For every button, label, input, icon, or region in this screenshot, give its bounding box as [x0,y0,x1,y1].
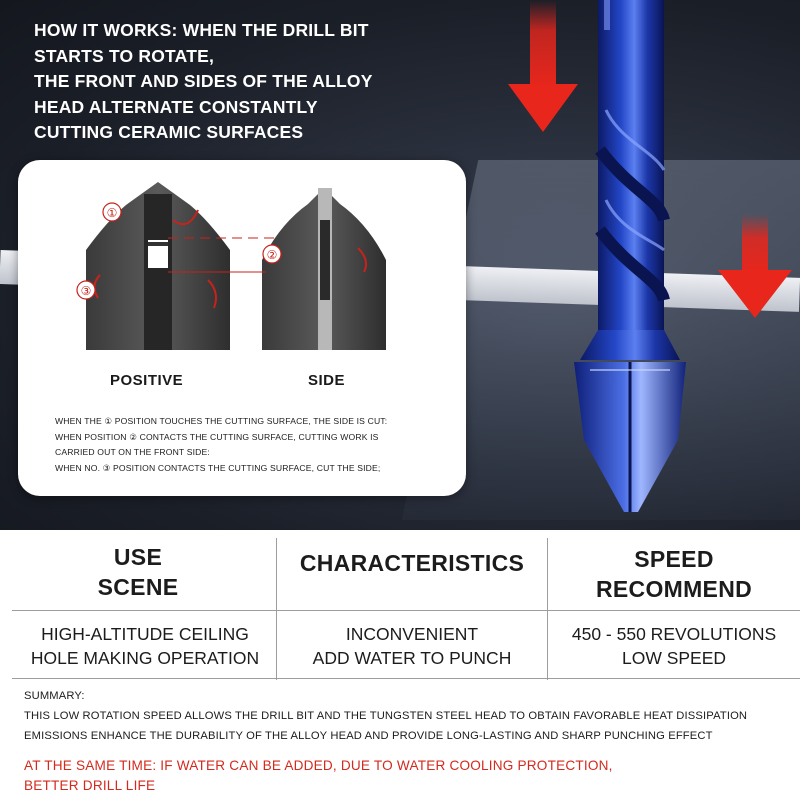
diagram-notes [55,414,455,476]
cell-characteristics [277,622,547,670]
table-divider [12,678,800,679]
marker-2: ② [266,248,278,262]
side-label: SIDE [308,372,346,389]
how-line: HOW IT WORKS: WHEN THE DRILL BIT [34,20,369,40]
diagram-card [18,160,466,496]
how-line: HEAD ALTERNATE CONSTANTLY [34,96,318,117]
down-arrow-icon [716,214,794,320]
cell-line: INCONVENIENT [345,624,479,644]
summary-label: SUMMARY: [24,690,85,702]
positive-label: POSITIVE [110,372,184,389]
how-line: STARTS TO ROTATE, [34,45,215,66]
cell-use-scene [0,622,290,670]
how-line: THE FRONT AND SIDES OF THE ALLOY [34,71,373,91]
cell-line: HIGH-ALTITUDE CEILING [41,624,249,644]
note-line: WHEN NO. ③ POSITION CONTACTS THE CUTTING SURFACE, CUT THE SIDE; [55,462,381,473]
cell-speed [548,622,800,670]
cell-line: HOLE MAKING OPERATION [30,648,260,668]
spec-table [0,530,800,680]
cell-line: 450 - 550 REVOLUTIONS [571,624,777,644]
cutting-tip-diagram [18,160,466,380]
header-line: SCENE [97,574,179,600]
note-line: WHEN THE ① POSITION TOUCHES THE CUTTING SURFACE, THE SIDE IS CUT: [55,416,388,426]
summary-line: EMISSIONS ENHANCE THE DURABILITY OF THE ALLOY HEAD AND PROVIDE LONG-LASTING AND SHARP PUNCHING EFFECT [24,730,713,742]
how-it-works-text [34,18,454,146]
header-speed-recommend [548,544,800,604]
summary-block [24,686,794,746]
cell-line: ADD WATER TO PUNCH [312,648,512,668]
marker-3: ③ [80,284,92,298]
header-line: CHARACTERISTICS [299,550,525,576]
water-cooling-note [24,756,724,796]
note-line: AT THE SAME TIME: IF WATER CAN BE ADDED, DUE TO WATER COOLING PROTECTION, [24,758,613,773]
header-characteristics [277,548,547,578]
note-line: WHEN POSITION ② CONTACTS THE CUTTING SURFACE, CUTTING WORK IS [55,431,379,442]
cell-line: LOW SPEED [621,648,727,668]
table-divider [12,610,800,611]
header-use-scene [0,542,276,602]
how-line: CUTTING CERAMIC SURFACES [34,122,304,142]
summary-line: THIS LOW ROTATION SPEED ALLOWS THE DRILL BIT AND THE TUNGSTEN STEEL HEAD TO OBTAIN FAVORABLE HEAT DISSIPATION [24,710,748,722]
note-line: CARRIED OUT ON THE FRONT SIDE: [55,447,210,457]
header-line: RECOMMEND [595,576,753,602]
marker-1: ① [106,206,118,220]
header-line: USE [113,544,163,570]
drill-bit-icon [560,0,700,520]
header-line: SPEED [634,546,714,572]
note-line: BETTER DRILL LIFE [24,778,156,793]
